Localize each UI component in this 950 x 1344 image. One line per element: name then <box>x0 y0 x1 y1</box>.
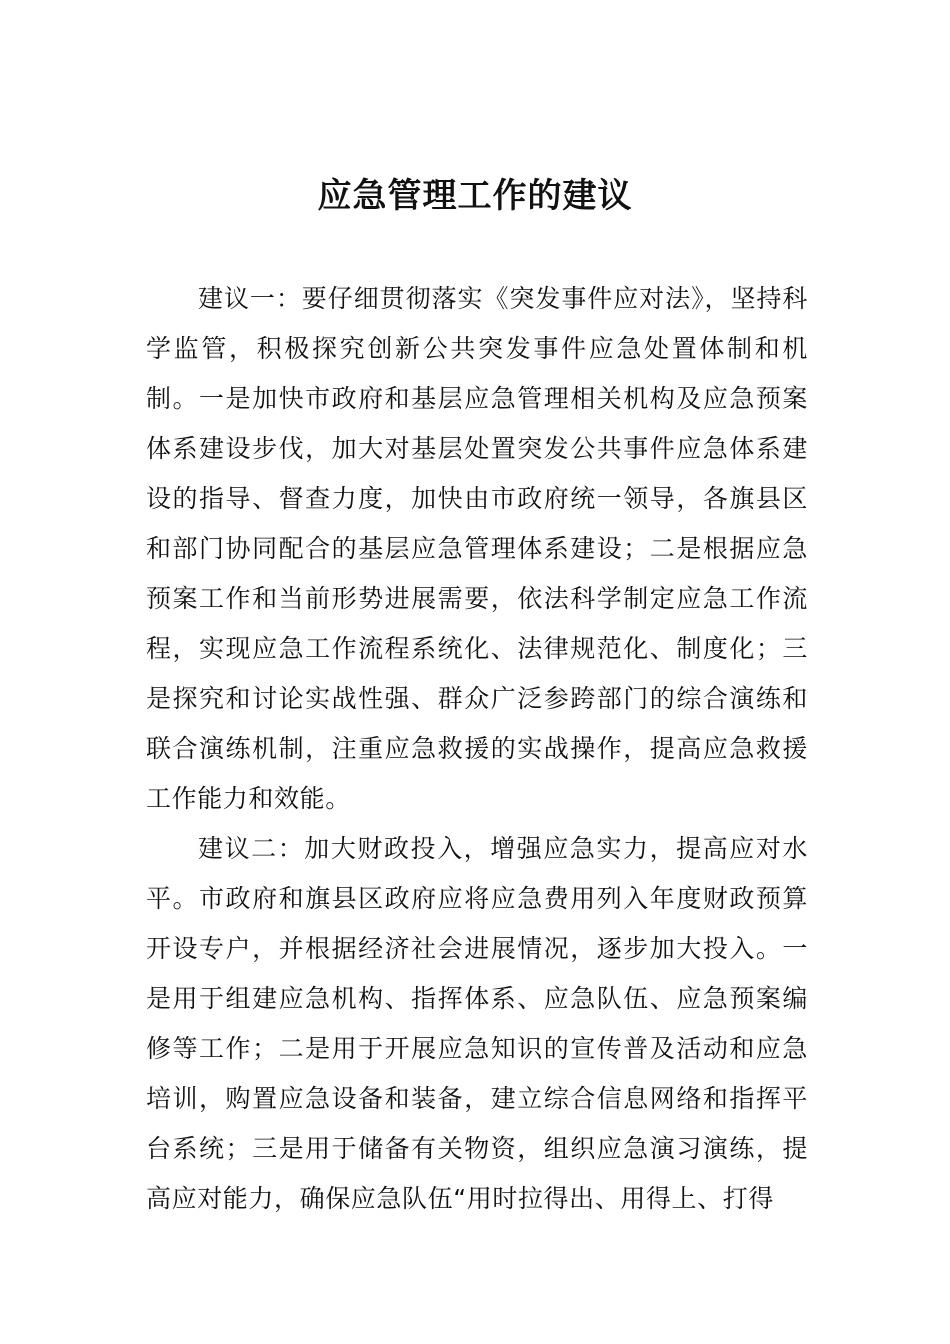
paragraph-suggestion-one: 建议一：要仔细贯彻落实《突发事件应对法》，坚持科学监管，积极探究创新公共突发事件应急处置体制和机制。一是加快市政府和基层应急管理相关机构及应急预案体系建设步伐，加大对基层处置突发公共事件应急体系建设的指导、督查力度，加快由市政府统一领导，各旗县区和部门协同配合的基层应急管理体系建设；二是根据应急预案工作和当前形势进展需要，依法科学制定应急工作流程，实现应急工作流程系统化、法律规范化、制度化；三是探究和讨论实战性强、群众广泛参跨部门的综合演练和联合演练机制，注重应急救援的实战操作，提高应急救援工作能力和效能。 <box>146 284 808 813</box>
document-title: 应急管理工作的建议 <box>317 176 633 216</box>
paragraph-suggestion-two: 建议二：加大财政投入，增强应急实力，提高应对水平。市政府和旗县区政府应将应急费用列入年度财政预算开设专户，并根据经济社会进展情况，逐步加大投入。一是用于组建应急机构、指挥体系、应急队伍、应急预案编修等工作；二是用于开展应急知识的宣传普及活动和应急培训，购置应急设备和装备，建立综合信息网络和指挥平台系统；三是用于储备有关物资，组织应急演习演练，提高应对能力，确保应急队伍“用时拉得出、用得上、打得 <box>146 834 808 1213</box>
document-body <box>146 274 808 1224</box>
